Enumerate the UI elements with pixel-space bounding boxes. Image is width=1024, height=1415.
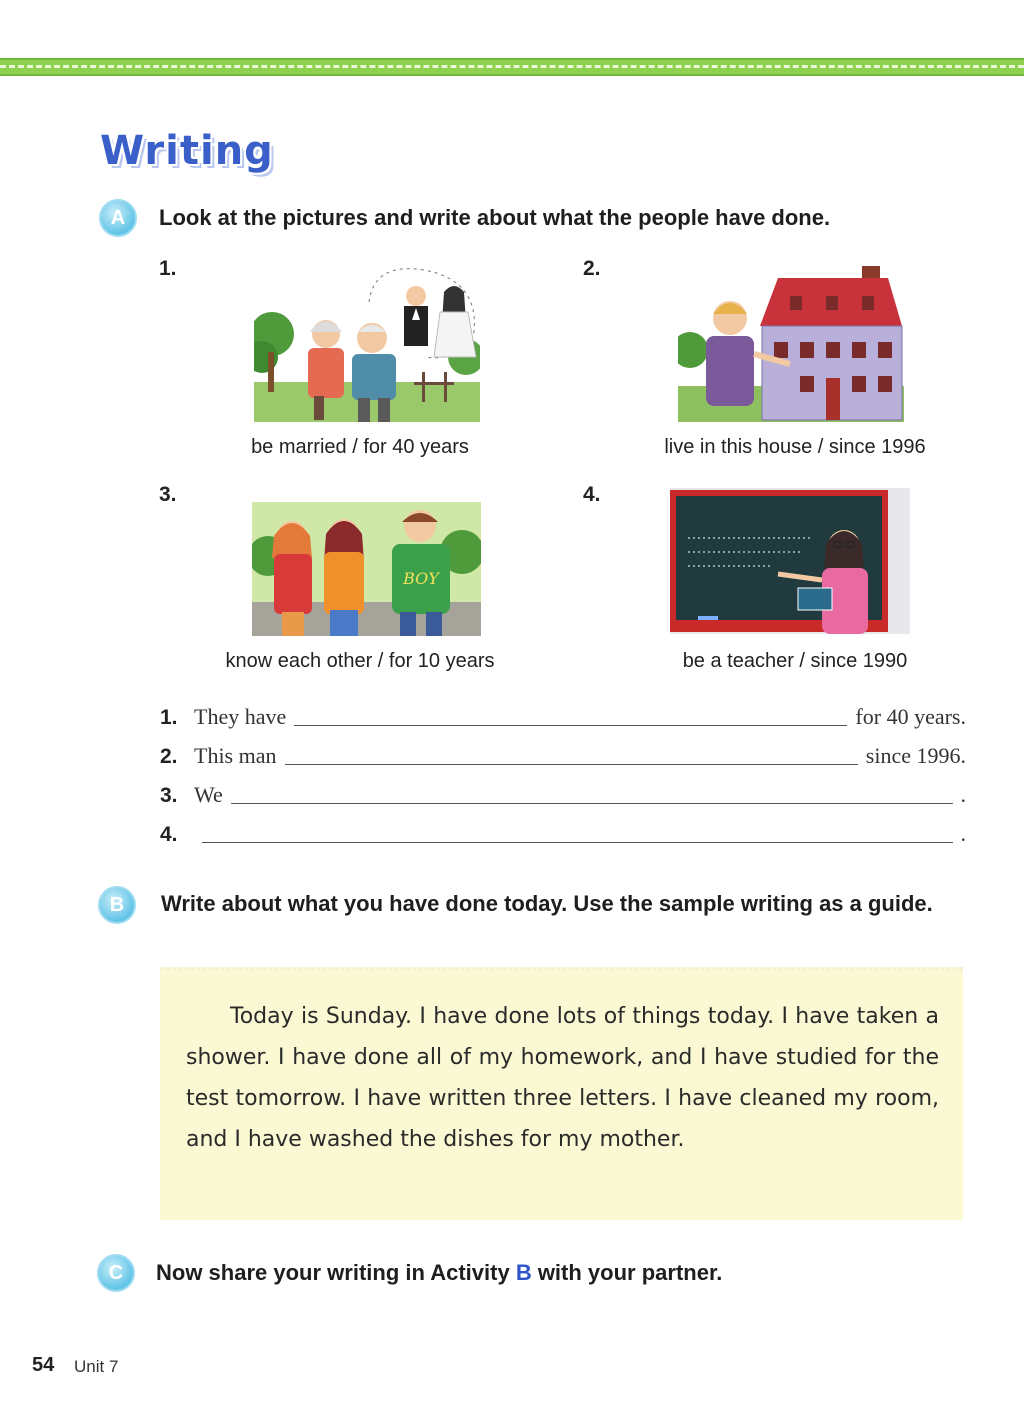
sample-writing-text: Today is Sunday. I have done lots of things today. I have taken a shower. I have done all of my homework, and I have studied for the test tomorrow. I have written three letters. I have cleaned my room, and I have washed the dishes for my mother. [186, 1004, 939, 1152]
sentence-4-number: 4. [160, 823, 178, 846]
section-title: Writing [100, 128, 274, 174]
sentence-3-number: 3. [160, 784, 178, 807]
picture-man-and-house [678, 266, 904, 422]
activity-a-badge: A [99, 199, 137, 237]
activity-c-highlight: B [515, 1260, 532, 1285]
picture-2-number: 2. [583, 257, 601, 280]
sentence-2-end: since 1996. [865, 743, 966, 768]
picture-teacher [670, 488, 910, 634]
sentence-3 [160, 778, 966, 808]
sentence-1-blank[interactable] [294, 724, 847, 726]
page-number: 54 [32, 1354, 55, 1376]
picture-3-caption: know each other / for 10 years [225, 650, 495, 672]
sentence-2 [160, 739, 966, 769]
sentence-4-end: . [960, 821, 966, 846]
sentence-2-blank[interactable] [285, 763, 858, 765]
picture-4-number: 4. [583, 483, 601, 506]
sentence-4 [160, 817, 966, 847]
activity-c-text-before: Now share your writing in Activity [156, 1260, 516, 1285]
picture-1-number: 1. [159, 257, 177, 280]
picture-old-couple [254, 262, 480, 422]
picture-three-friends [252, 502, 481, 636]
activity-a-instruction: Look at the pictures and write about what the people have done. [159, 205, 831, 230]
sentence-4-blank[interactable] [202, 841, 953, 843]
activity-c-instruction [156, 1257, 722, 1289]
sentence-2-start: This man [194, 743, 277, 768]
activity-b-instruction: Write about what you have done today. Use the sample writing as a guide. [161, 891, 933, 916]
sentence-3-start: We [194, 782, 223, 807]
picture-1-caption: be married / for 40 years [251, 436, 469, 458]
sentence-1-number: 1. [160, 706, 178, 729]
activity-c-badge: C [97, 1254, 135, 1292]
activity-c-text-after: with your partner. [531, 1260, 723, 1285]
picture-2-caption: live in this house / since 1996 [664, 436, 926, 458]
activity-b-badge: B [98, 886, 136, 924]
sample-writing-box [160, 967, 963, 1220]
top-decorative-band [0, 58, 1024, 76]
sentence-1 [160, 700, 966, 730]
sentence-2-number: 2. [160, 745, 178, 768]
sentence-3-blank[interactable] [231, 802, 953, 804]
sentence-1-start: They have [194, 704, 287, 729]
sentence-3-end: . [960, 782, 966, 807]
sentence-1-end: for 40 years. [855, 704, 966, 729]
picture-3-number: 3. [159, 483, 177, 506]
shirt-text: BOY [403, 569, 439, 588]
picture-4-caption: be a teacher / since 1990 [682, 650, 908, 672]
unit-label: Unit 7 [74, 1357, 119, 1376]
